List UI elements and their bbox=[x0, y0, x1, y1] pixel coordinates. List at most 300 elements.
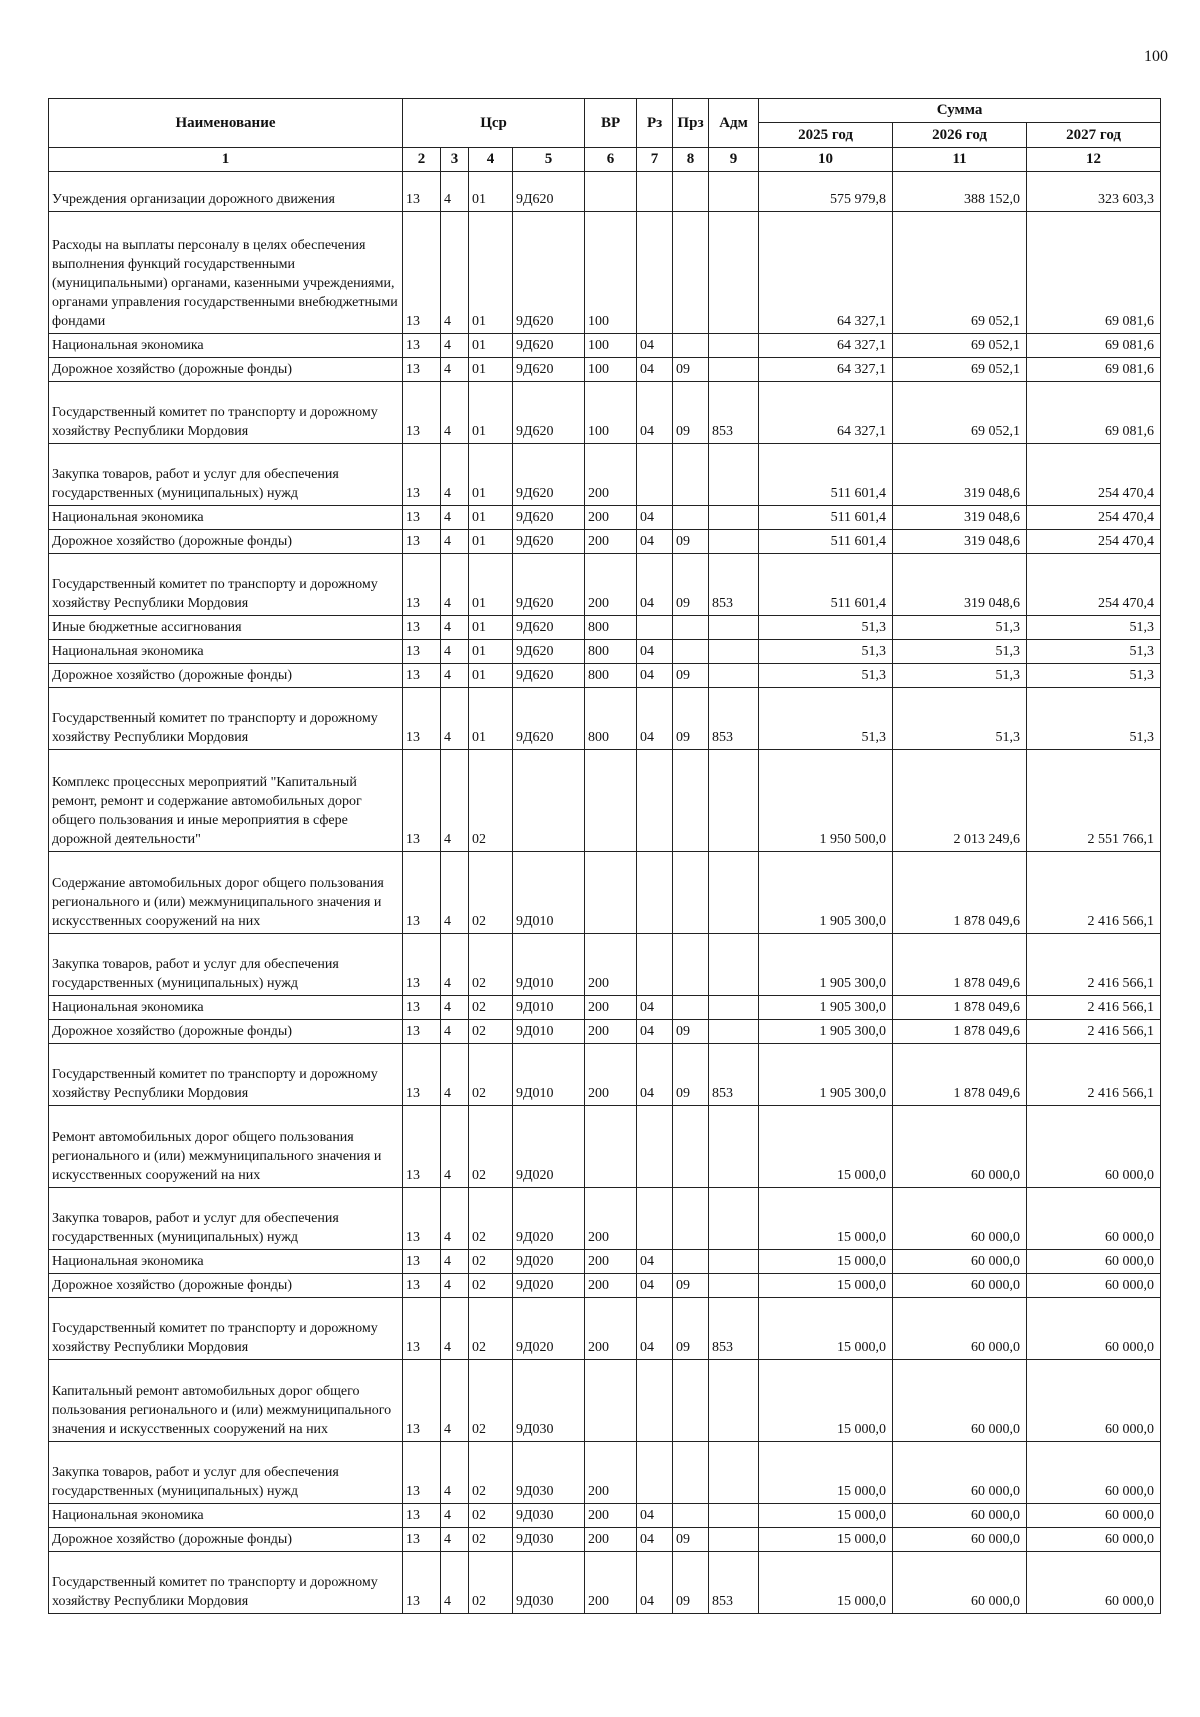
sum-2026: 60 000,0 bbox=[893, 1298, 1027, 1360]
sum-2025: 575 979,8 bbox=[759, 172, 893, 212]
sum-2026: 1 878 049,6 bbox=[893, 852, 1027, 934]
sum-2026: 60 000,0 bbox=[893, 1188, 1027, 1250]
prz-code bbox=[673, 852, 709, 934]
table-row bbox=[49, 444, 1161, 506]
sum-2026: 2 013 249,6 bbox=[893, 750, 1027, 852]
table-row bbox=[49, 934, 1161, 996]
adm-code bbox=[709, 1274, 759, 1298]
csr-program: 13 bbox=[403, 664, 441, 688]
csr-direction: 9Д010 bbox=[513, 1020, 585, 1044]
table-row bbox=[49, 1528, 1161, 1552]
sum-2027: 60 000,0 bbox=[1027, 1106, 1161, 1188]
table-row bbox=[49, 382, 1161, 444]
row-name: Закупка товаров, работ и услуг для обеспечения государственных (муниципальных) нужд bbox=[49, 444, 403, 506]
sum-2025: 64 327,1 bbox=[759, 212, 893, 334]
row-name: Дорожное хозяйство (дорожные фонды) bbox=[49, 358, 403, 382]
vr-code: 200 bbox=[585, 1504, 637, 1528]
sum-2027: 2 416 566,1 bbox=[1027, 852, 1161, 934]
column-number: 10 bbox=[759, 148, 893, 172]
row-name: Дорожное хозяйство (дорожные фонды) bbox=[49, 664, 403, 688]
csr-direction: 9Д620 bbox=[513, 358, 585, 382]
vr-code bbox=[585, 750, 637, 852]
row-name: Государственный комитет по транспорту и дорожному хозяйству Республики Мордовия bbox=[49, 554, 403, 616]
adm-code bbox=[709, 934, 759, 996]
rz-code: 04 bbox=[637, 358, 673, 382]
csr-subprogram: 4 bbox=[441, 934, 469, 996]
sum-2026: 319 048,6 bbox=[893, 554, 1027, 616]
row-name: Национальная экономика bbox=[49, 506, 403, 530]
sum-2027: 2 416 566,1 bbox=[1027, 1020, 1161, 1044]
sum-2027: 60 000,0 bbox=[1027, 1504, 1161, 1528]
row-name: Государственный комитет по транспорту и дорожному хозяйству Республики Мордовия bbox=[49, 1044, 403, 1106]
vr-code: 800 bbox=[585, 688, 637, 750]
adm-code: 853 bbox=[709, 688, 759, 750]
table-row bbox=[49, 1298, 1161, 1360]
adm-code bbox=[709, 1528, 759, 1552]
rz-code bbox=[637, 1360, 673, 1442]
rz-code bbox=[637, 444, 673, 506]
csr-program: 13 bbox=[403, 1528, 441, 1552]
adm-code bbox=[709, 444, 759, 506]
csr-event: 01 bbox=[469, 554, 513, 616]
sum-2027: 254 470,4 bbox=[1027, 444, 1161, 506]
sum-2026: 319 048,6 bbox=[893, 444, 1027, 506]
table-row bbox=[49, 640, 1161, 664]
csr-program: 13 bbox=[403, 382, 441, 444]
vr-code: 200 bbox=[585, 1044, 637, 1106]
csr-direction: 9Д010 bbox=[513, 934, 585, 996]
csr-subprogram: 4 bbox=[441, 506, 469, 530]
csr-event: 02 bbox=[469, 1360, 513, 1442]
prz-code bbox=[673, 934, 709, 996]
sum-2027: 60 000,0 bbox=[1027, 1442, 1161, 1504]
sum-2027: 69 081,6 bbox=[1027, 334, 1161, 358]
vr-code bbox=[585, 1106, 637, 1188]
vr-code: 800 bbox=[585, 640, 637, 664]
rz-code bbox=[637, 172, 673, 212]
rz-code bbox=[637, 934, 673, 996]
column-number: 7 bbox=[637, 148, 673, 172]
csr-event: 02 bbox=[469, 1044, 513, 1106]
rz-code: 04 bbox=[637, 1250, 673, 1274]
csr-program: 13 bbox=[403, 996, 441, 1020]
sum-2026: 60 000,0 bbox=[893, 1106, 1027, 1188]
prz-code: 09 bbox=[673, 1020, 709, 1044]
column-numbers-row bbox=[49, 148, 1161, 172]
csr-event: 01 bbox=[469, 444, 513, 506]
table-row bbox=[49, 506, 1161, 530]
budget-table bbox=[48, 98, 1161, 1614]
vr-code: 200 bbox=[585, 1298, 637, 1360]
sum-2027: 51,3 bbox=[1027, 640, 1161, 664]
sum-2025: 15 000,0 bbox=[759, 1552, 893, 1614]
csr-subprogram: 4 bbox=[441, 1106, 469, 1188]
vr-code: 200 bbox=[585, 1250, 637, 1274]
table-row bbox=[49, 1552, 1161, 1614]
csr-program: 13 bbox=[403, 934, 441, 996]
sum-2027: 51,3 bbox=[1027, 664, 1161, 688]
csr-event: 02 bbox=[469, 852, 513, 934]
csr-program: 13 bbox=[403, 1250, 441, 1274]
sum-2027: 69 081,6 bbox=[1027, 358, 1161, 382]
sum-2025: 15 000,0 bbox=[759, 1528, 893, 1552]
csr-program: 13 bbox=[403, 212, 441, 334]
vr-code: 100 bbox=[585, 382, 637, 444]
csr-program: 13 bbox=[403, 172, 441, 212]
column-number: 5 bbox=[513, 148, 585, 172]
csr-subprogram: 4 bbox=[441, 1274, 469, 1298]
row-name: Дорожное хозяйство (дорожные фонды) bbox=[49, 530, 403, 554]
csr-event: 01 bbox=[469, 334, 513, 358]
csr-subprogram: 4 bbox=[441, 1442, 469, 1504]
sum-2026: 51,3 bbox=[893, 616, 1027, 640]
sum-2027: 60 000,0 bbox=[1027, 1250, 1161, 1274]
adm-code: 853 bbox=[709, 1552, 759, 1614]
sum-2027: 60 000,0 bbox=[1027, 1188, 1161, 1250]
prz-code bbox=[673, 996, 709, 1020]
sum-2026: 69 052,1 bbox=[893, 334, 1027, 358]
row-name: Национальная экономика bbox=[49, 1250, 403, 1274]
table-row bbox=[49, 1188, 1161, 1250]
row-name: Дорожное хозяйство (дорожные фонды) bbox=[49, 1528, 403, 1552]
vr-code: 200 bbox=[585, 554, 637, 616]
csr-direction: 9Д010 bbox=[513, 996, 585, 1020]
vr-code: 100 bbox=[585, 212, 637, 334]
csr-direction: 9Д030 bbox=[513, 1442, 585, 1504]
row-name: Национальная экономика bbox=[49, 334, 403, 358]
sum-2027: 2 416 566,1 bbox=[1027, 1044, 1161, 1106]
adm-code bbox=[709, 1504, 759, 1528]
column-number: 9 bbox=[709, 148, 759, 172]
table-row bbox=[49, 1020, 1161, 1044]
adm-code bbox=[709, 1106, 759, 1188]
rz-code: 04 bbox=[637, 1504, 673, 1528]
table-row bbox=[49, 172, 1161, 212]
csr-program: 13 bbox=[403, 852, 441, 934]
csr-event: 01 bbox=[469, 358, 513, 382]
table-row bbox=[49, 750, 1161, 852]
csr-direction: 9Д620 bbox=[513, 554, 585, 616]
vr-code bbox=[585, 1360, 637, 1442]
sum-2025: 511 601,4 bbox=[759, 530, 893, 554]
csr-subprogram: 4 bbox=[441, 1044, 469, 1106]
csr-event: 02 bbox=[469, 1020, 513, 1044]
vr-code: 200 bbox=[585, 1274, 637, 1298]
row-name: Ремонт автомобильных дорог общего пользования регионального и (или) межмуниципального значения и искусственных сооружений на них bbox=[49, 1106, 403, 1188]
sum-2025: 15 000,0 bbox=[759, 1106, 893, 1188]
prz-code: 09 bbox=[673, 1274, 709, 1298]
csr-subprogram: 4 bbox=[441, 1552, 469, 1614]
rz-code: 04 bbox=[637, 382, 673, 444]
prz-code: 09 bbox=[673, 1044, 709, 1106]
csr-direction: 9Д620 bbox=[513, 664, 585, 688]
adm-code: 853 bbox=[709, 382, 759, 444]
adm-code: 853 bbox=[709, 1298, 759, 1360]
prz-code bbox=[673, 1360, 709, 1442]
csr-subprogram: 4 bbox=[441, 382, 469, 444]
csr-program: 13 bbox=[403, 530, 441, 554]
sum-2026: 69 052,1 bbox=[893, 212, 1027, 334]
prz-code bbox=[673, 1442, 709, 1504]
vr-code: 200 bbox=[585, 1528, 637, 1552]
prz-code bbox=[673, 172, 709, 212]
table-row bbox=[49, 530, 1161, 554]
table-row bbox=[49, 1274, 1161, 1298]
vr-code bbox=[585, 172, 637, 212]
rz-code bbox=[637, 1442, 673, 1504]
adm-code bbox=[709, 1188, 759, 1250]
prz-code: 09 bbox=[673, 382, 709, 444]
csr-event: 02 bbox=[469, 1552, 513, 1614]
table-row bbox=[49, 1360, 1161, 1442]
csr-subprogram: 4 bbox=[441, 358, 469, 382]
sum-2025: 1 905 300,0 bbox=[759, 852, 893, 934]
adm-code bbox=[709, 212, 759, 334]
csr-direction: 9Д620 bbox=[513, 212, 585, 334]
sum-2026: 1 878 049,6 bbox=[893, 1044, 1027, 1106]
sum-2027: 60 000,0 bbox=[1027, 1552, 1161, 1614]
csr-program: 13 bbox=[403, 334, 441, 358]
prz-code: 09 bbox=[673, 664, 709, 688]
table-row bbox=[49, 996, 1161, 1020]
csr-subprogram: 4 bbox=[441, 530, 469, 554]
sum-2025: 51,3 bbox=[759, 688, 893, 750]
csr-event: 02 bbox=[469, 1188, 513, 1250]
prz-code bbox=[673, 1106, 709, 1188]
csr-program: 13 bbox=[403, 640, 441, 664]
sum-2025: 51,3 bbox=[759, 616, 893, 640]
csr-event: 02 bbox=[469, 1298, 513, 1360]
vr-code bbox=[585, 852, 637, 934]
sum-2026: 60 000,0 bbox=[893, 1504, 1027, 1528]
csr-program: 13 bbox=[403, 1504, 441, 1528]
prz-code: 09 bbox=[673, 1298, 709, 1360]
csr-direction: 9Д620 bbox=[513, 616, 585, 640]
csr-event: 02 bbox=[469, 1442, 513, 1504]
rz-code: 04 bbox=[637, 334, 673, 358]
column-number: 1 bbox=[49, 148, 403, 172]
csr-direction: 9Д020 bbox=[513, 1274, 585, 1298]
sum-2026: 60 000,0 bbox=[893, 1250, 1027, 1274]
sum-2025: 1 905 300,0 bbox=[759, 1044, 893, 1106]
csr-event: 02 bbox=[469, 1250, 513, 1274]
adm-code bbox=[709, 640, 759, 664]
csr-subprogram: 4 bbox=[441, 852, 469, 934]
table-row bbox=[49, 852, 1161, 934]
rz-code bbox=[637, 212, 673, 334]
header-rz: Рз bbox=[637, 99, 673, 148]
csr-program: 13 bbox=[403, 358, 441, 382]
sum-2026: 60 000,0 bbox=[893, 1274, 1027, 1298]
csr-program: 13 bbox=[403, 554, 441, 616]
csr-program: 13 bbox=[403, 1552, 441, 1614]
sum-2027: 254 470,4 bbox=[1027, 530, 1161, 554]
csr-event: 01 bbox=[469, 616, 513, 640]
header-year-2026: 2026 год bbox=[893, 123, 1027, 148]
sum-2027: 323 603,3 bbox=[1027, 172, 1161, 212]
csr-direction: 9Д030 bbox=[513, 1504, 585, 1528]
csr-program: 13 bbox=[403, 1020, 441, 1044]
sum-2027: 60 000,0 bbox=[1027, 1274, 1161, 1298]
prz-code: 09 bbox=[673, 1528, 709, 1552]
header-vr: ВР bbox=[585, 99, 637, 148]
sum-2025: 15 000,0 bbox=[759, 1188, 893, 1250]
csr-direction: 9Д620 bbox=[513, 334, 585, 358]
csr-direction bbox=[513, 750, 585, 852]
csr-subprogram: 4 bbox=[441, 688, 469, 750]
sum-2027: 69 081,6 bbox=[1027, 212, 1161, 334]
column-number: 11 bbox=[893, 148, 1027, 172]
csr-subprogram: 4 bbox=[441, 996, 469, 1020]
csr-event: 01 bbox=[469, 664, 513, 688]
row-name: Закупка товаров, работ и услуг для обеспечения государственных (муниципальных) нужд bbox=[49, 934, 403, 996]
rz-code bbox=[637, 1188, 673, 1250]
sum-2025: 51,3 bbox=[759, 640, 893, 664]
csr-program: 13 bbox=[403, 1360, 441, 1442]
csr-program: 13 bbox=[403, 688, 441, 750]
csr-event: 01 bbox=[469, 506, 513, 530]
csr-event: 02 bbox=[469, 1528, 513, 1552]
csr-subprogram: 4 bbox=[441, 616, 469, 640]
rz-code: 04 bbox=[637, 688, 673, 750]
csr-program: 13 bbox=[403, 506, 441, 530]
prz-code bbox=[673, 640, 709, 664]
prz-code bbox=[673, 444, 709, 506]
prz-code bbox=[673, 750, 709, 852]
sum-2026: 388 152,0 bbox=[893, 172, 1027, 212]
csr-program: 13 bbox=[403, 1106, 441, 1188]
sum-2025: 511 601,4 bbox=[759, 506, 893, 530]
prz-code bbox=[673, 1250, 709, 1274]
table-body bbox=[49, 172, 1161, 1614]
sum-2025: 64 327,1 bbox=[759, 358, 893, 382]
csr-program: 13 bbox=[403, 1442, 441, 1504]
table-row bbox=[49, 334, 1161, 358]
csr-direction: 9Д020 bbox=[513, 1188, 585, 1250]
csr-direction: 9Д020 bbox=[513, 1298, 585, 1360]
adm-code: 853 bbox=[709, 1044, 759, 1106]
csr-direction: 9Д620 bbox=[513, 530, 585, 554]
rz-code: 04 bbox=[637, 554, 673, 616]
adm-code bbox=[709, 506, 759, 530]
csr-subprogram: 4 bbox=[441, 334, 469, 358]
rz-code: 04 bbox=[637, 1528, 673, 1552]
prz-code: 09 bbox=[673, 358, 709, 382]
sum-2026: 319 048,6 bbox=[893, 530, 1027, 554]
prz-code bbox=[673, 212, 709, 334]
sum-2026: 51,3 bbox=[893, 664, 1027, 688]
row-name: Национальная экономика bbox=[49, 996, 403, 1020]
row-name: Закупка товаров, работ и услуг для обеспечения государственных (муниципальных) нужд bbox=[49, 1442, 403, 1504]
sum-2025: 15 000,0 bbox=[759, 1274, 893, 1298]
sum-2027: 69 081,6 bbox=[1027, 382, 1161, 444]
table-row bbox=[49, 688, 1161, 750]
row-name: Содержание автомобильных дорог общего пользования регионального и (или) межмуниципального значения и искусственных сооружений на них bbox=[49, 852, 403, 934]
csr-direction: 9Д020 bbox=[513, 1250, 585, 1274]
column-number: 8 bbox=[673, 148, 709, 172]
csr-subprogram: 4 bbox=[441, 1504, 469, 1528]
adm-code: 853 bbox=[709, 554, 759, 616]
sum-2025: 64 327,1 bbox=[759, 334, 893, 358]
row-name: Государственный комитет по транспорту и дорожному хозяйству Республики Мордовия bbox=[49, 1552, 403, 1614]
rz-code: 04 bbox=[637, 1044, 673, 1106]
header-csr: Цср bbox=[403, 99, 585, 148]
header-name: Наименование bbox=[49, 99, 403, 148]
vr-code: 200 bbox=[585, 506, 637, 530]
header-prz: Прз bbox=[673, 99, 709, 148]
sum-2027: 51,3 bbox=[1027, 616, 1161, 640]
csr-event: 02 bbox=[469, 1274, 513, 1298]
table-row bbox=[49, 1044, 1161, 1106]
vr-code: 200 bbox=[585, 1552, 637, 1614]
prz-code bbox=[673, 506, 709, 530]
csr-event: 02 bbox=[469, 996, 513, 1020]
csr-subprogram: 4 bbox=[441, 1020, 469, 1044]
vr-code: 200 bbox=[585, 1020, 637, 1044]
vr-code: 200 bbox=[585, 934, 637, 996]
csr-direction: 9Д020 bbox=[513, 1106, 585, 1188]
csr-direction: 9Д620 bbox=[513, 640, 585, 664]
sum-2026: 51,3 bbox=[893, 640, 1027, 664]
csr-direction: 9Д030 bbox=[513, 1552, 585, 1614]
adm-code bbox=[709, 1360, 759, 1442]
column-number: 12 bbox=[1027, 148, 1161, 172]
sum-2025: 511 601,4 bbox=[759, 554, 893, 616]
rz-code bbox=[637, 852, 673, 934]
sum-2027: 2 416 566,1 bbox=[1027, 996, 1161, 1020]
rz-code: 04 bbox=[637, 996, 673, 1020]
prz-code: 09 bbox=[673, 554, 709, 616]
csr-direction: 9Д620 bbox=[513, 172, 585, 212]
column-number: 4 bbox=[469, 148, 513, 172]
adm-code bbox=[709, 1250, 759, 1274]
csr-event: 02 bbox=[469, 934, 513, 996]
sum-2025: 15 000,0 bbox=[759, 1360, 893, 1442]
rz-code bbox=[637, 616, 673, 640]
csr-direction: 9Д620 bbox=[513, 506, 585, 530]
sum-2025: 1 905 300,0 bbox=[759, 1020, 893, 1044]
column-number: 2 bbox=[403, 148, 441, 172]
sum-2025: 15 000,0 bbox=[759, 1250, 893, 1274]
table-row bbox=[49, 358, 1161, 382]
sum-2026: 69 052,1 bbox=[893, 358, 1027, 382]
csr-event: 02 bbox=[469, 1106, 513, 1188]
csr-subprogram: 4 bbox=[441, 1298, 469, 1360]
adm-code bbox=[709, 996, 759, 1020]
vr-code: 200 bbox=[585, 1188, 637, 1250]
row-name: Закупка товаров, работ и услуг для обеспечения государственных (муниципальных) нужд bbox=[49, 1188, 403, 1250]
sum-2025: 64 327,1 bbox=[759, 382, 893, 444]
row-name: Комплекс процессных мероприятий "Капитальный ремонт, ремонт и содержание автомобильных дорог общего пользования и иные мероприятия в сфере дорожной деятельности" bbox=[49, 750, 403, 852]
row-name: Национальная экономика bbox=[49, 1504, 403, 1528]
csr-program: 13 bbox=[403, 616, 441, 640]
table-row bbox=[49, 1250, 1161, 1274]
vr-code: 200 bbox=[585, 444, 637, 506]
row-name: Капитальный ремонт автомобильных дорог общего пользования регионального и (или) межмуниципального значения и искусственных сооружений на них bbox=[49, 1360, 403, 1442]
sum-2026: 60 000,0 bbox=[893, 1528, 1027, 1552]
csr-program: 13 bbox=[403, 1044, 441, 1106]
csr-program: 13 bbox=[403, 444, 441, 506]
vr-code: 800 bbox=[585, 664, 637, 688]
rz-code bbox=[637, 750, 673, 852]
adm-code bbox=[709, 358, 759, 382]
rz-code: 04 bbox=[637, 1274, 673, 1298]
column-number: 6 bbox=[585, 148, 637, 172]
rz-code bbox=[637, 1106, 673, 1188]
csr-subprogram: 4 bbox=[441, 640, 469, 664]
csr-subprogram: 4 bbox=[441, 1188, 469, 1250]
csr-subprogram: 4 bbox=[441, 750, 469, 852]
